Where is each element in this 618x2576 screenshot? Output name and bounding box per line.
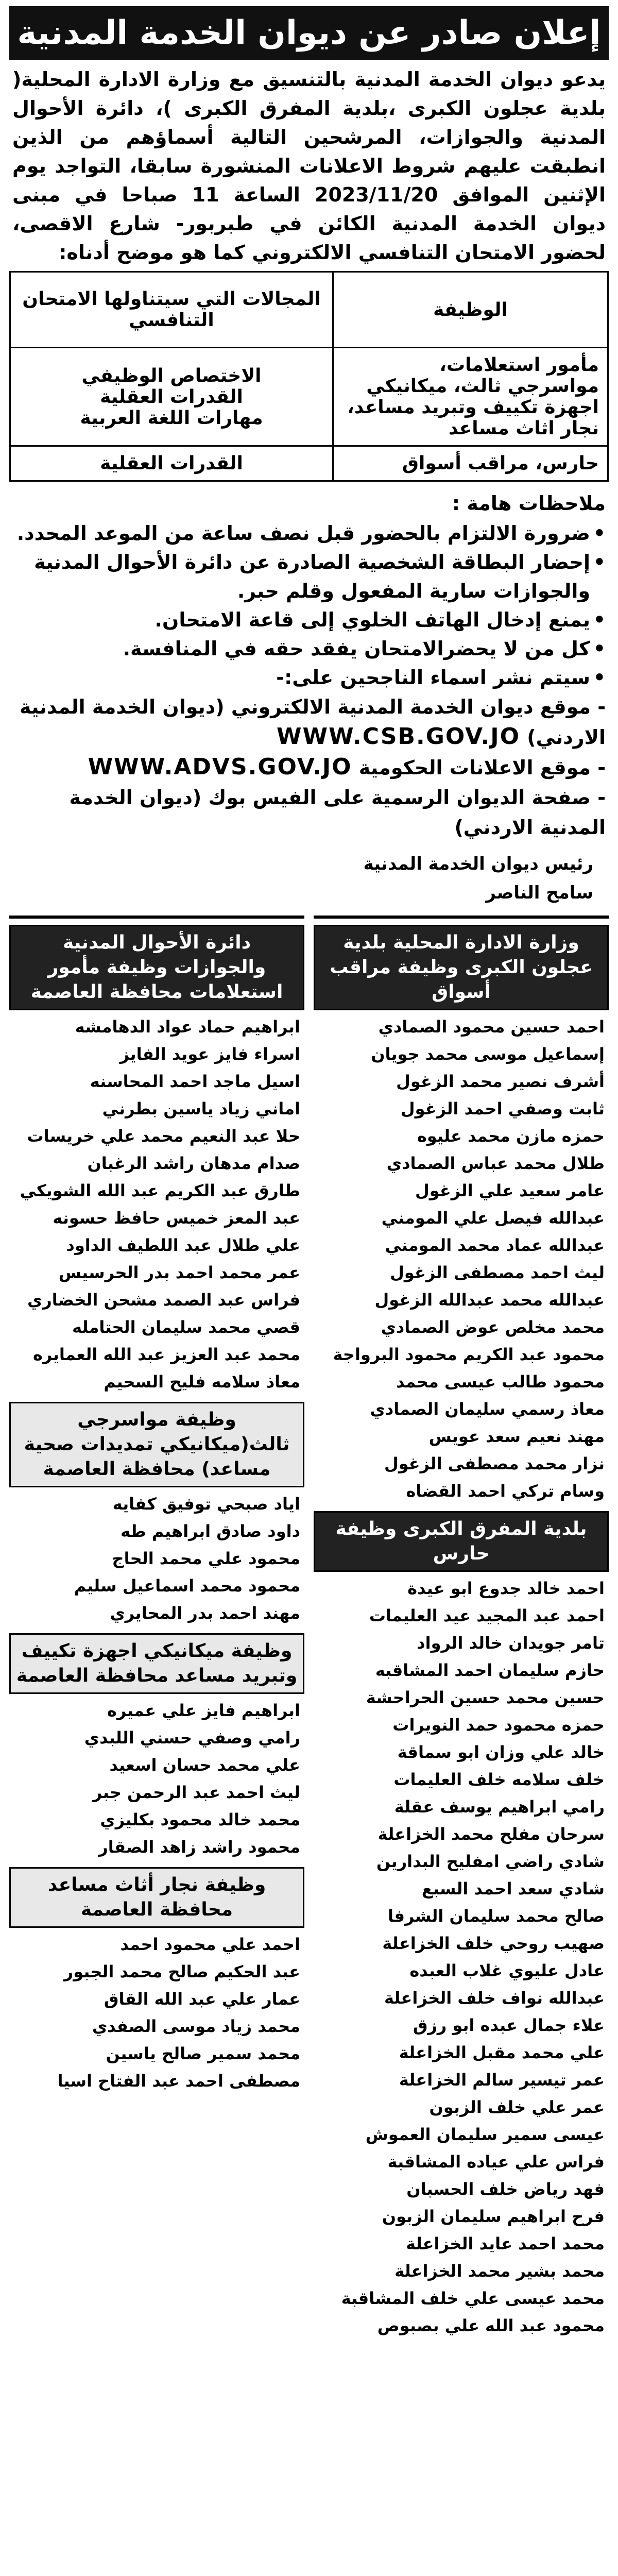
link-label: - موقع الاعلانات الحكومية <box>358 756 606 779</box>
note-item: • كل من لا يحضرالامتحان يفقد حقه في المنافسة. <box>12 634 606 663</box>
candidate-name: محمود عبد الله علي بصبوص <box>377 2316 605 2335</box>
signature-title: رئيس ديوان الخدمة المدنية <box>363 854 593 874</box>
candidate-name: ثابت وصفي احمد الزغول <box>400 1099 605 1118</box>
table-cell-job: حارس، مراقب أسواق <box>333 446 608 481</box>
candidate-name: عبدالله عماد محمد المومني <box>385 1235 605 1255</box>
section-heading: وزارة الادارة المحلية بلدية عجلون الكبرى وظيفة مراقب أسواق <box>314 925 609 1010</box>
announcement-page <box>0 6 618 2576</box>
candidate-name: ابراهيم فايز علي عميره <box>107 1701 300 1720</box>
exam-fields-table <box>9 271 609 482</box>
candidate-list <box>314 1013 609 1505</box>
candidate-name: محمد احمد عايد الخزاعلة <box>406 2234 605 2253</box>
note-item: • يمنع إدخال الهاتف الخلوي إلى قاعة الامتحان. <box>12 605 606 634</box>
candidate-name: اماني زياد ياسين بطرني <box>102 1099 300 1118</box>
candidate-name: عادل عليوي غلاب العبده <box>409 1961 605 1980</box>
candidate-name: صدام مدهان راشد الرغبان <box>87 1154 300 1173</box>
candidate-name: احمد علي محمود احمد <box>120 1935 300 1954</box>
candidate-name: إسماعيل موسى محمد جويان <box>371 1044 605 1064</box>
table-row <box>10 446 608 481</box>
candidate-name: علي محمد مقبل الخزاعلة <box>399 2043 605 2062</box>
section-heading: وظيفة ميكانيكي اجهزة تكييف وتبريد مساعد محافظة العاصمة <box>9 1633 304 1694</box>
candidate-name: عامر سعيد علي الزغول <box>415 1181 605 1200</box>
candidate-name: ليث احمد مصطفى الزغول <box>390 1263 605 1282</box>
candidate-name: عمر محمد احمد بدر الحرسيس <box>58 1263 300 1282</box>
table-header-job: الوظيفة <box>333 272 608 348</box>
notes-list <box>9 519 609 692</box>
note-item: • إحضار البطاقة الشخصية الصادرة عن دائرة الأحوال المدنية والجوازات سارية المفعول وقلم حبر. <box>12 548 606 605</box>
candidate-name: عمار علي عبد الله القاق <box>104 1989 300 2009</box>
candidate-name: ابراهيم حماد عواد الدهامشه <box>75 1017 300 1037</box>
candidate-name: نزار محمد مصطفى الزغول <box>384 1454 605 1473</box>
candidate-name: حسين محمد حسين الحراحشة <box>366 1688 605 1707</box>
note-item: • ضرورة الالتزام بالحضور قبل نصف ساعة من الموعد المحدد. <box>12 519 606 548</box>
candidate-name: علاء جمال عبده ابو رزق <box>413 2015 605 2035</box>
candidate-name: محمد مخلص عوض الصمادي <box>381 1317 605 1337</box>
candidate-name: داود صادق ابراهيم طه <box>121 1521 300 1541</box>
candidate-name: قصي محمد سليمان الحتامله <box>72 1317 300 1337</box>
candidate-list <box>9 1490 304 1627</box>
candidate-name: صالح محمد سليمان الشرفا <box>387 1906 605 1926</box>
candidate-name: محمد زياد موسى الصفدي <box>92 2016 300 2036</box>
publication-links <box>9 692 609 842</box>
signature-name: سامح الناصر <box>486 883 593 903</box>
candidate-name: عبدالله محمد عبدالله الزغول <box>374 1290 605 1310</box>
table-header-areas: المجالات التي سيتناولها الامتحان التنافسي <box>10 272 333 348</box>
area-item: مهارات اللغة العربية <box>80 407 263 429</box>
candidate-name: حمزه محمود حمد النويرات <box>392 1715 605 1735</box>
notes-title: ملاحظات هامة : <box>452 492 606 515</box>
candidate-name: اياد صبحي توفيق كفايه <box>112 1494 300 1514</box>
candidate-list <box>9 1931 304 2095</box>
table-cell-job: مأمور استعلامات، مواسرجي ثالث، ميكانيكي اجهزة تكييف وتبريد مساعد، نجار اثاث مساعد <box>333 348 608 446</box>
signature-block <box>9 850 593 907</box>
area-item: القدرات العقلية <box>100 386 243 408</box>
candidate-name: ليث احمد عبد الرحمن جبر <box>92 1783 300 1802</box>
link-entry <box>12 783 606 842</box>
candidate-name: رامي ابراهيم يوسف عقلة <box>394 1797 605 1817</box>
candidate-name: عبدالله نواف خلف الخزاعلة <box>384 1988 605 2008</box>
candidate-name: خالد علي وزان ابو سماقة <box>397 1742 605 1762</box>
candidate-name: شادي راضي امفليح البدارين <box>376 1852 605 1871</box>
candidate-name: محمود طالب عيسى محمد <box>396 1372 605 1392</box>
candidate-list <box>9 1697 304 1861</box>
candidate-name: فراس عبد الصمد مشحن الخضاري <box>27 1290 300 1310</box>
candidate-name: معاذ سلامه فليح السحيم <box>104 1372 300 1392</box>
candidate-name: طارق عبد الكريم عبد الله الشويكي <box>20 1181 300 1200</box>
candidate-name: وسام تركي احمد القضاه <box>406 1481 605 1501</box>
candidate-name: شادي سعد احمد السبع <box>421 1879 605 1899</box>
candidate-name: فهد رياض خلف الحسبان <box>406 2179 605 2199</box>
candidate-name: أشرف نصير محمد الزغول <box>396 1072 605 1091</box>
candidate-name: فرح ابراهيم سليمان الزبون <box>382 2207 605 2226</box>
link-label: - موقع ديوان الخدمة المدنية الالكتروني (ديوان الخدمة المدنية الاردني) <box>20 696 606 749</box>
section-heading: بلدية المفرق الكبرى وظيفة حارس <box>314 1511 609 1572</box>
candidate-name: عيسى سمير سليمان العموش <box>365 2125 605 2144</box>
candidate-name: فراس علي عياده المشاقبة <box>387 2152 605 2172</box>
section-heading: دائرة الأحوال المدنية والجوازات وظيفة مأمور استعلامات محافظة العاصمة <box>9 925 304 1010</box>
section-heading: وظيفة مواسرجي ثالث(ميكانيكي تمديدات صحية مساعد) محافظة العاصمة <box>9 1402 304 1487</box>
candidate-name: طلال محمد عباس الصمادي <box>386 1154 605 1173</box>
candidate-lists <box>9 916 609 2340</box>
right-column <box>314 916 609 2340</box>
table-row <box>10 348 608 446</box>
candidate-name: محمود محمد اسماعيل سليم <box>74 1576 300 1596</box>
candidate-name: مهند نعيم سعد عويس <box>428 1427 605 1446</box>
candidate-name: مصطفى احمد عبد الفتاح اسيا <box>57 2071 300 2091</box>
candidate-name: مهند احمد بدر المحايري <box>110 1603 300 1623</box>
candidate-name: احمد حسين محمود الصمادي <box>378 1017 605 1037</box>
candidate-name: احمد عبد المجيد عيد العليمات <box>369 1606 605 1625</box>
candidate-name: محمود راشد زاهد الصقار <box>98 1837 300 1857</box>
candidate-name: محمد عيسى علي خلف المشاقبة <box>341 2289 605 2308</box>
candidate-list <box>9 1013 304 1396</box>
announcement-title: إعلان صادر عن ديوان الخدمة المدنية <box>9 6 609 60</box>
candidate-name: محمود عبد الكريم محمود البرواجة <box>333 1345 605 1364</box>
website-link[interactable]: WWW.ADVS.GOV.JO <box>88 754 352 780</box>
candidate-name: حلا عبد النعيم محمد علي خريسات <box>27 1126 300 1146</box>
candidate-name: علي محمد حسان اسعيد <box>109 1755 300 1775</box>
candidate-name: سرحان مفلح محمد الخزاعلة <box>377 1824 605 1844</box>
table-cell-areas <box>10 348 333 446</box>
candidate-name: اسراء فايز عويد الفايز <box>119 1044 300 1064</box>
candidate-name: رامي وصفي حسني اللبدي <box>84 1728 300 1748</box>
section-heading: وظيفة نجار أثاث مساعد محافظة العاصمة <box>9 1867 304 1928</box>
candidate-name: اسيل ماجد احمد المحاسنه <box>90 1072 300 1091</box>
candidate-name: محمد بشير محمد الخزاعلة <box>394 2261 605 2281</box>
candidate-name: خلف سلامه خلف العليمات <box>393 1770 605 1789</box>
intro-paragraph: يدعو ديوان الخدمة المدنية بالتنسيق مع وزارة الادارة المحلية( بلدية عجلون الكبرى ،بلدية المفرق الكبرى )، دائرة الأحوال المدنية والجوازات، المرشحين التالية أسماؤهم من الذين انطبقت عليهم شروط الاعلانات المنشورة سابقا، التواجد يوم الإثنين الموافق 2023/11/20 الساعة 11 صباحا في مبنى ديوان الخدمة المدنية الكائن في طبربور- شارع الاقصى، لحضور الامتحان التنافسي الالكتروني كما هو موضح أدناه: <box>12 68 606 264</box>
link-entry <box>12 692 606 752</box>
candidate-name: صهيب روحي خلف الخزاعلة <box>382 1934 605 1953</box>
candidate-name: احمد خالد جدوع ابو عيدة <box>407 1579 605 1598</box>
candidate-name: عمر علي خلف الزبون <box>429 2097 605 2117</box>
area-item: القدرات العقلية <box>100 453 243 474</box>
candidate-name: محمد عبد العزيز عبد الله العمايره <box>33 1345 300 1364</box>
candidate-list <box>314 1575 609 2340</box>
candidate-name: محمود علي محمد الحاج <box>112 1549 300 1568</box>
area-item: الاختصاص الوظيفي <box>81 365 262 386</box>
candidate-name: عمر تيسير سالم الخزاعلة <box>399 2070 605 2090</box>
candidate-name: تامر جويدان خالد الرواد <box>417 1633 605 1653</box>
table-cell-areas <box>10 446 333 481</box>
candidate-name: محمد سمير صالح ياسين <box>106 2044 300 2063</box>
candidate-name: عبد المعز خميس حافظ حسونه <box>53 1208 300 1228</box>
note-item: • سيتم نشر اسماء الناجحين على:- <box>12 663 606 692</box>
candidate-name: علي طلال عبد اللطيف الداود <box>66 1235 300 1255</box>
candidate-name: عبد الحكيم صالح محمد الجبور <box>63 1962 300 1981</box>
link-label: - صفحة الديوان الرسمية على الفيس بوك (ديوان الخدمة المدنية الاردني) <box>69 786 606 839</box>
candidate-name: عبدالله فيصل علي المومني <box>381 1208 605 1228</box>
website-link[interactable]: WWW.CSB.GOV.JO <box>277 723 520 750</box>
left-column <box>9 916 304 2340</box>
candidate-name: معاذ رسمي سليمان الصمادي <box>370 1399 605 1419</box>
candidate-name: حازم سليمان احمد المشاقبه <box>375 1660 605 1680</box>
link-entry <box>12 752 606 783</box>
candidate-name: محمد خالد محمود بكليزي <box>100 1810 300 1829</box>
candidate-name: حمزه مازن محمد عليوه <box>417 1126 605 1146</box>
